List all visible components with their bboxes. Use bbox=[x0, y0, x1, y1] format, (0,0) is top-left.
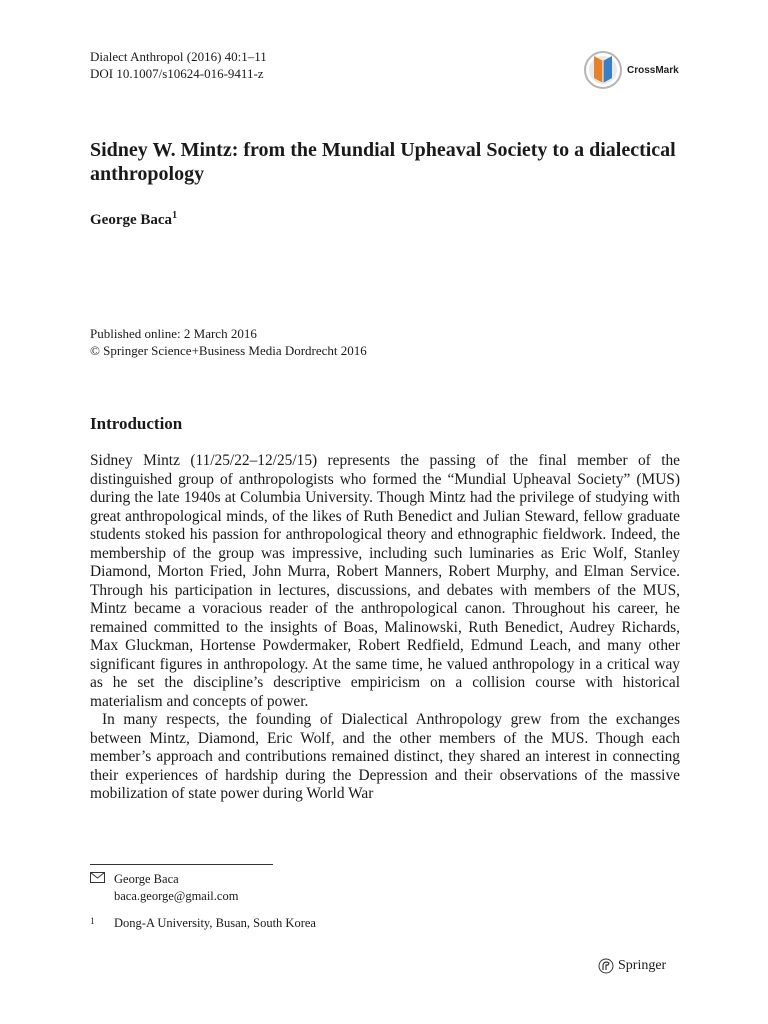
published-date: Published online: 2 March 2016 bbox=[90, 326, 257, 341]
doi-line[interactable]: DOI 10.1007/s10624-016-9411-z bbox=[90, 66, 264, 81]
publication-info bbox=[90, 325, 367, 359]
springer-label: Springer bbox=[618, 958, 667, 973]
crossmark-badge[interactable] bbox=[583, 50, 679, 90]
springer-logo bbox=[598, 958, 666, 974]
springer-horse-icon bbox=[598, 958, 614, 974]
author-affiliation-marker: 1 bbox=[172, 210, 178, 221]
envelope-icon bbox=[90, 871, 114, 888]
crossmark-label: CrossMark bbox=[627, 64, 679, 76]
copyright-line: © Springer Science+Business Media Dordrecht 2016 bbox=[90, 343, 367, 358]
section-heading: Introduction bbox=[90, 414, 183, 433]
journal-line: Dialect Anthropol (2016) 40:1–11 bbox=[90, 49, 267, 64]
affiliation-marker: 1 bbox=[90, 916, 95, 926]
contact-email[interactable]: baca.george@gmail.com bbox=[114, 889, 239, 903]
crossmark-icon bbox=[583, 50, 623, 90]
body-text bbox=[90, 452, 680, 804]
affiliation-footnote bbox=[90, 915, 316, 932]
article-title: Sidney W. Mintz: from the Mundial Upheaval Society to a dialectical anthropology bbox=[90, 139, 676, 185]
journal-citation bbox=[90, 48, 267, 82]
affiliation-text: Dong-A University, Busan, South Korea bbox=[114, 916, 316, 930]
paragraph: Sidney Mintz (11/25/22–12/25/15) represents the passing of the final member of the distinguished group of anthropologists who formed the “Mundial Upheaval Society” (MUS) during the late 1940s at Columbia University. Though Mintz had the privilege of studying with great anthropological minds, of the likes of Ruth Benedict and Julian Steward, fellow graduate students stoked his passion for anthropological theory and ethnographic fieldwork. Indeed, the membership of the group was impressive, including such luminaries as Eric Wolf, Stanley Diamond, Morton Fried, John Murra, Robert Manners, Robert Murphy, and Elman Service. Through his participation in lectures, discussions, and debates with members of the MUS, Mintz became a voracious reader of the anthropological canon. Throughout his career, he remained committed to the insights of Boas, Malinowski, Ruth Benedict, Audrey Richards, Max Gluckman, Hortense Powdermaker, Robert Redfield, Edmund Leach, and many other significant figures in anthropology. At the same time, he valued anthropology in a critical way as he set the discipline’s descriptive empiricism on a collision course with historical materialism and concepts of power. bbox=[90, 452, 680, 710]
author-name: George Baca bbox=[90, 212, 173, 228]
author-line bbox=[90, 210, 177, 229]
author-contact bbox=[90, 871, 238, 905]
footnote-divider bbox=[90, 864, 273, 865]
paragraph: In many respects, the founding of Dialectical Anthropology grew from the exchanges between Mintz, Diamond, Eric Wolf, and the other members of the MUS. Though each member’s approach and contributions remained distinct, they shared an interest in connecting their experiences of hardship during the Depression and their observations of the massive mobilization of state power during World War bbox=[90, 711, 680, 802]
contact-name: George Baca bbox=[114, 872, 179, 886]
